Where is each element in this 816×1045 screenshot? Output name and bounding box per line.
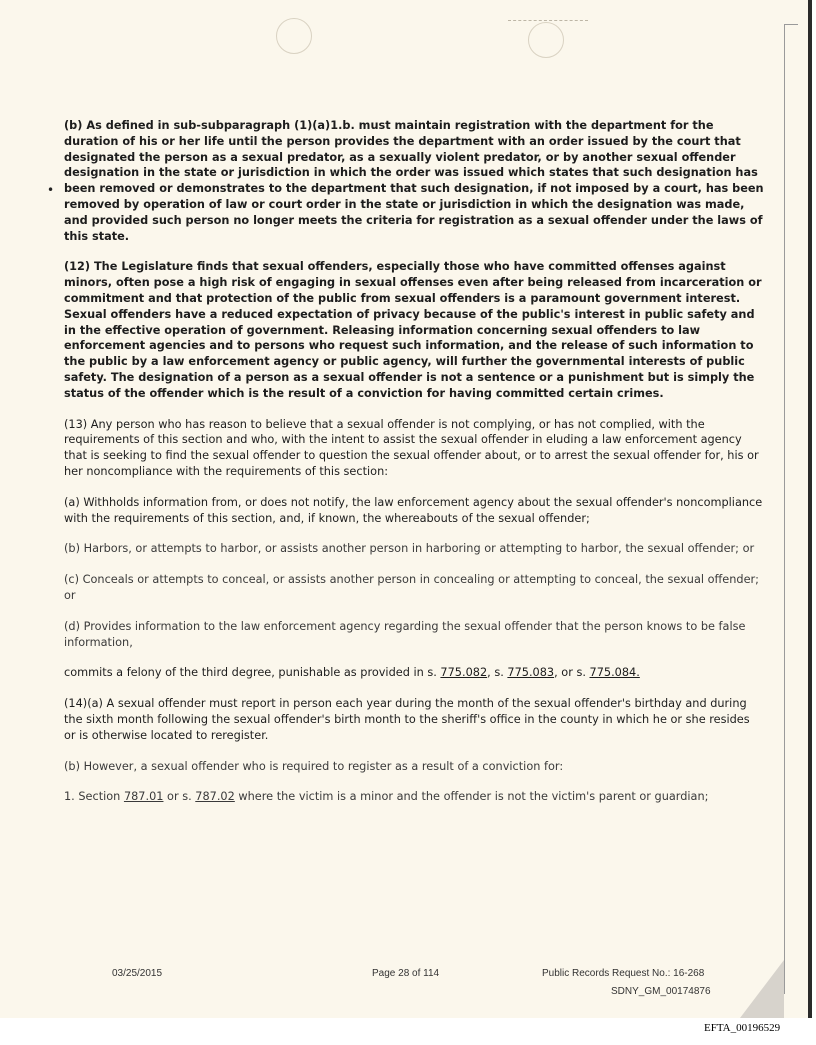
paragraph-14b: (b) However, a sexual offender who is required to register as a result of a conviction for: [64, 759, 564, 773]
felony-text-prefix: commits a felony of the third degree, punishable as provided in s. [64, 666, 441, 680]
paragraph-13b: (b) Harbors, or attempts to harbor, or assists another person in harboring or attempting to harbor, the sexual offender; or [64, 542, 755, 556]
statute-link-787-02[interactable]: 787.02 [195, 790, 235, 804]
felony-sep-1: , s. [487, 666, 508, 680]
page-fold-corner [740, 960, 784, 1018]
statute-link-787-01[interactable]: 787.01 [123, 790, 164, 804]
item-1-suffix: where the victim is a minor and the offender is not the victim's parent or guardian; [234, 790, 709, 804]
page-edge-tick [784, 24, 798, 25]
footer-request-number: Public Records Request No.: 16-268 [542, 968, 705, 979]
statute-link-775-083[interactable]: 775.083 [507, 666, 555, 680]
footer-bates-number: SDNY_GM_00174876 [611, 986, 711, 997]
paragraph-13c: (c) Conceals or attempts to conceal, or assists another person in concealing or attempting to conceal, the sexual offender; or [64, 573, 759, 602]
margin-mark: • [47, 183, 55, 197]
paragraph-14a: (14)(a) A sexual offender must report in person each year during the month of the sexual offender's birthday and during the sixth month following the sexual offender's birth month to the sheriff's office in the county in which he or she resides or is otherwise located to reregister. [64, 697, 750, 742]
paragraph-felony [64, 665, 764, 681]
statute-link-775-084[interactable]: 775.084. [589, 666, 640, 680]
paragraph-13d: (d) Provides information to the law enforcement agency regarding the sexual offender that the person knows to be false information, [64, 619, 746, 649]
statute-link-775-082[interactable]: 775.082 [440, 666, 488, 680]
scan-dash-mark [508, 20, 588, 21]
paragraph-b-registration: (b) As defined in sub-subparagraph (1)(a)1.b. must maintain registration with the department for the duration of his or her life until the person provides the department with an order issued by the court that designated the person as a sexual predator, as a sexually violent predator, or by another sexual offender designation in the state or jurisdiction in which the order was issued which states that such designation has been removed or demonstrates to the department that such designation, if not imposed by a court, has been removed by operation of law or court order in the state or jurisdiction in which the designation was made, and provided such person no longer meets the criteria for registration as a sexual offender under the laws of this state. [64, 119, 764, 243]
paragraph-13a: (a) Withholds information from, or does not notify, the law enforcement agency about the sexual offender's noncompliance with the requirements of this section, and, if known, the whereabouts of the sexual offender; [64, 495, 763, 525]
statute-text [64, 118, 764, 820]
item-1-prefix: 1. Section [64, 790, 124, 804]
punch-hole-right [528, 22, 564, 58]
paragraph-12-findings: (12) The Legislature finds that sexual offenders, especially those who have committed offenses against minors, often pose a high risk of engaging in sexual offenses even after being released from incarceration or commitment and that protection of the public from sexual offenders is a paramount government interest. Sexual offenders have a reduced expectation of privacy because of the public's interest in public safety and in the effective operation of government. Releasing information concerning sexual offenders to law enforcement agencies and to persons who request such information, and the release of such information to the public by a law enforcement agency or public agency, will further the governmental interests of public safety. The designation of a person as a sexual offender is not a sentence or a punishment but is simply the status of the offender which is the result of a conviction for having committed certain crimes. [64, 260, 762, 400]
item-1 [64, 789, 764, 805]
paragraph-13: (13) Any person who has reason to believe that a sexual offender is not complying, or has not complied, with the requirements of this section and who, with the intent to assist the sexual offender in eluding a law enforcement agency that is seeking to find the sexual offender to question the sexual offender about, or to arrest the sexual offender for, his or her noncompliance with the requirements of this section: [64, 417, 759, 478]
page-edge-line [784, 24, 785, 994]
felony-sep-2: , or s. [554, 666, 590, 680]
efta-stamp: EFTA_00196529 [704, 1022, 781, 1034]
footer-date: 03/25/2015 [112, 968, 163, 979]
punch-hole-left [276, 18, 312, 54]
item-1-mid: or s. [163, 790, 196, 804]
footer-page-number: Page 28 of 114 [372, 968, 440, 979]
